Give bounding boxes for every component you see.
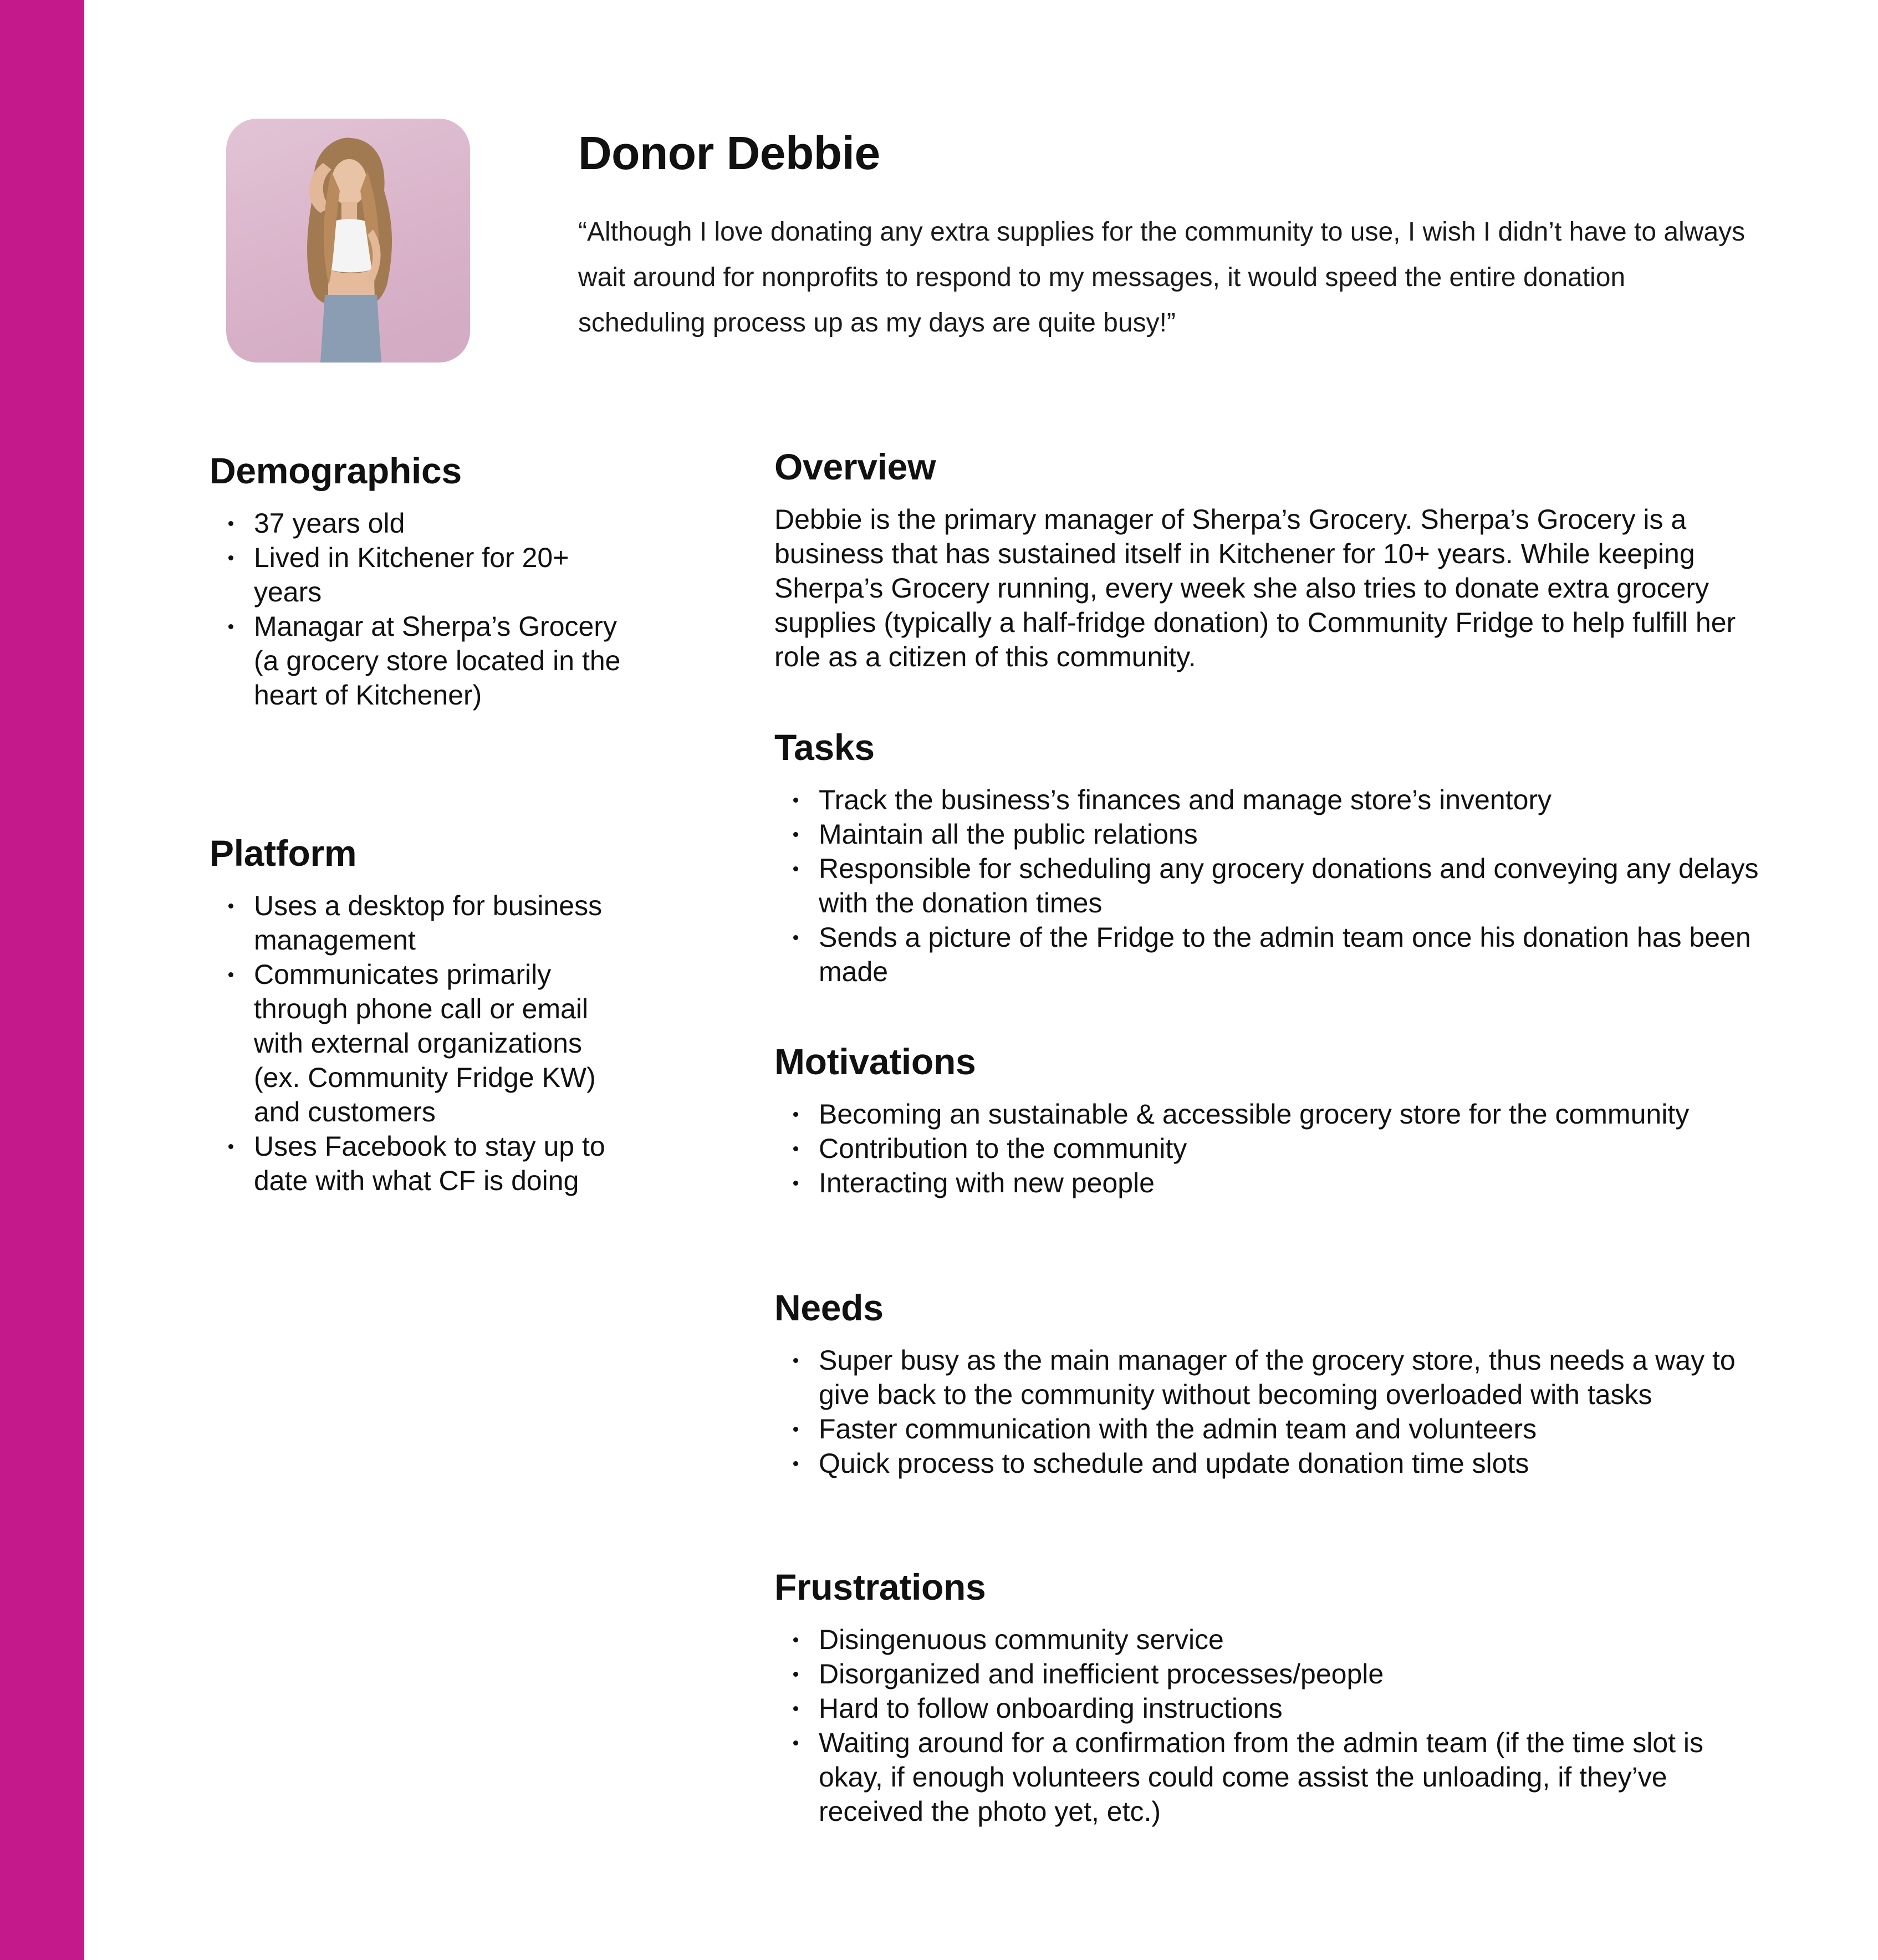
- tasks-section: [774, 726, 1767, 989]
- list-item: Interacting with new people: [774, 1166, 1767, 1200]
- needs-list: [774, 1343, 1767, 1481]
- list-item: Uses a desktop for business management: [210, 889, 631, 957]
- motivations-heading: Motivations: [774, 1041, 976, 1082]
- platform-heading: Platform: [210, 833, 357, 874]
- demographics-heading: Demographics: [210, 450, 462, 491]
- overview-text: Debbie is the primary manager of Sherpa’s Grocery. Sherpa’s Grocery is a business that has sustained itself in Kitchener for 10+ years. While keeping Sherpa’s Grocery running, every week she also tries to donate extra grocery supplies (typically a half-fridge donation) to Community Fridge to help fulfill her role as a citizen of this community.: [774, 504, 1736, 673]
- list-item: Maintain all the public relations: [774, 817, 1767, 851]
- list-item: Disingenuous community service: [774, 1622, 1767, 1657]
- tasks-list: [774, 783, 1767, 989]
- list-item: 37 years old: [210, 506, 631, 540]
- frustrations-section: [774, 1565, 1767, 1829]
- list-item: Track the business’s finances and manage store’s inventory: [774, 783, 1767, 817]
- demographics-section: [210, 449, 631, 712]
- demographics-list: [210, 506, 631, 712]
- frustrations-heading: Frustrations: [774, 1566, 986, 1607]
- list-item: Lived in Kitchener for 20+ years: [210, 540, 631, 609]
- list-item: Responsible for scheduling any grocery donations and conveying any delays with the donation times: [774, 851, 1767, 920]
- list-item: Super busy as the main manager of the grocery store, thus needs a way to give back to the community without becoming overloaded with tasks: [774, 1343, 1767, 1412]
- overview-section: [774, 445, 1767, 674]
- accent-sidebar: [0, 0, 84, 1960]
- list-item: Waiting around for a confirmation from the admin team (if the time slot is okay, if enough volunteers could come assist the unloading, if they’ve received the photo yet, etc.): [774, 1726, 1767, 1829]
- list-item: Managar at Sherpa’s Grocery (a grocery store located in the heart of Kitchener): [210, 609, 631, 712]
- list-item: Sends a picture of the Fridge to the admin team once his donation has been made: [774, 920, 1767, 989]
- persona-quote: “Although I love donating any extra supplies for the community to use, I wish I didn’t have to always wait around for nonprofits to respond to my messages, it would speed the entire donation scheduling process up as my days are quite busy!”: [578, 217, 1746, 338]
- motivations-list: [774, 1097, 1767, 1200]
- list-item: Faster communication with the admin team and volunteers: [774, 1412, 1767, 1446]
- platform-section: [210, 831, 631, 1198]
- list-item: Quick process to schedule and update donation time slots: [774, 1446, 1767, 1481]
- persona-photo-icon: [226, 119, 470, 363]
- motivations-section: [774, 1040, 1767, 1200]
- list-item: Contribution to the community: [774, 1131, 1767, 1166]
- needs-section: [774, 1286, 1767, 1481]
- frustrations-list: [774, 1622, 1767, 1829]
- list-item: Hard to follow onboarding instructions: [774, 1691, 1767, 1726]
- needs-heading: Needs: [774, 1287, 884, 1328]
- persona-name: Donor Debbie: [578, 127, 880, 179]
- overview-heading: Overview: [774, 446, 936, 487]
- list-item: Uses Facebook to stay up to date with what CF is doing: [210, 1129, 631, 1198]
- platform-list: [210, 889, 631, 1198]
- list-item: Communicates primarily through phone call or email with external organizations (ex. Community Fridge KW) and customers: [210, 957, 631, 1129]
- list-item: Disorganized and inefficient processes/people: [774, 1657, 1767, 1691]
- tasks-heading: Tasks: [774, 727, 875, 768]
- list-item: Becoming an sustainable & accessible grocery store for the community: [774, 1097, 1767, 1131]
